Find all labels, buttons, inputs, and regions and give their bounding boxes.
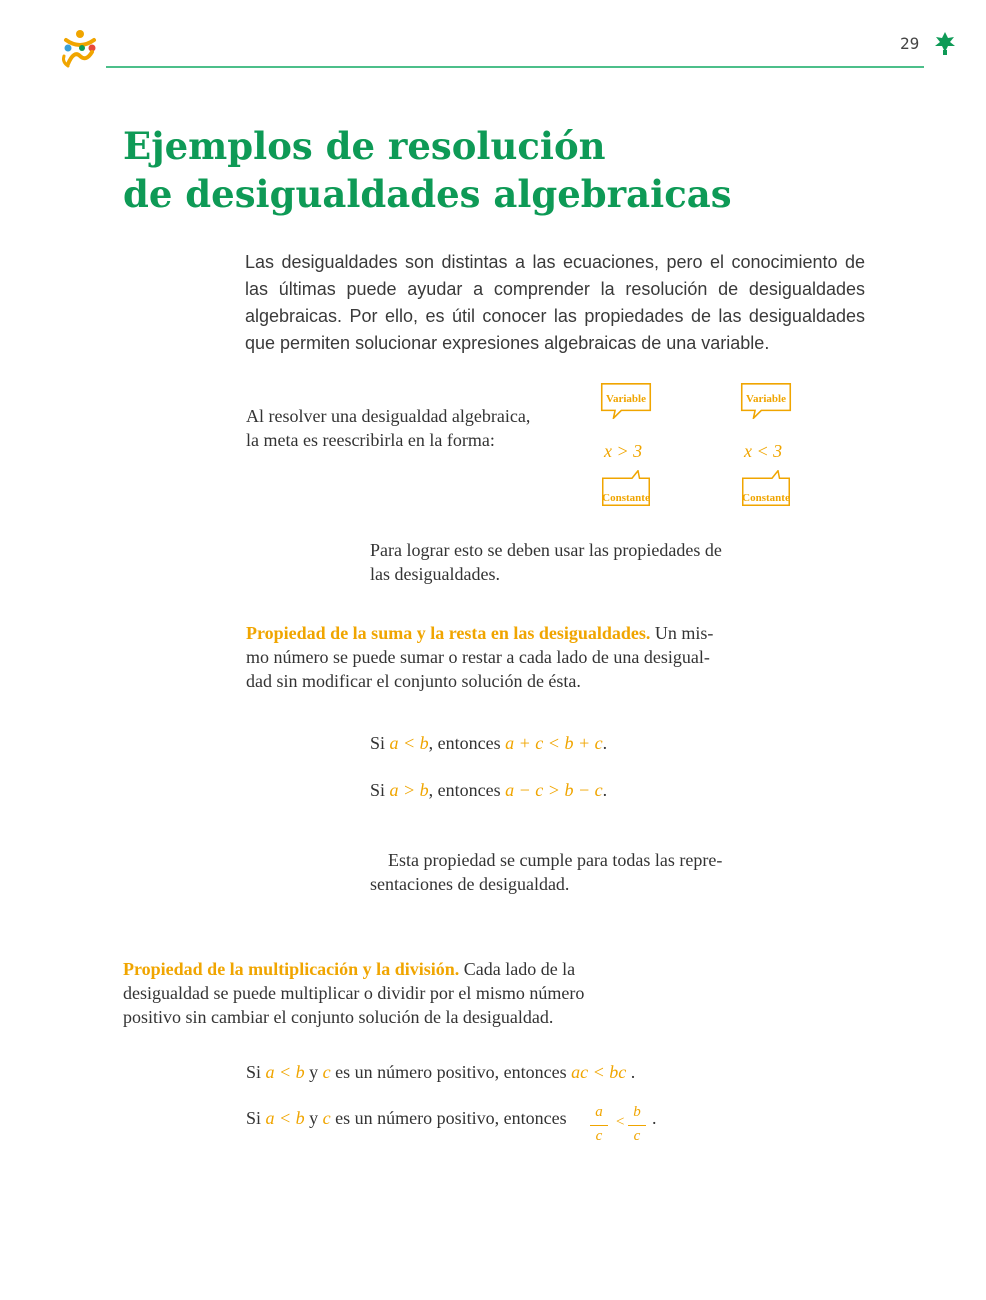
fraction-a-denominator: c [595,1128,603,1144]
mult-property-paragraph [123,957,643,1029]
rule-end: . [652,1108,657,1128]
mult-property-text-3: positivo sin cambiar el conjunto solución de la desigualdad. [123,1007,554,1027]
sum-property-heading: Propiedad de la suma y la resta en las desigualdades. [246,623,651,643]
rule-result: a − c > b − c [505,780,603,800]
title-line-2: de desigualdades algebraicas [123,172,732,216]
sum-property-note [370,848,750,896]
constant-label-2: Constante [742,492,790,504]
rule-condition: a < b [265,1108,305,1128]
title-line-1: Ejemplos de resolución [123,124,606,168]
rule-text: , entonces [428,780,506,800]
intro-paragraph: Las desigualdades son distintas a las ecuaciones, pero el conocimiento de las últimas puede ayudar a comprender la resolución de desigualdades algebraicas. Por ello, es útil conocer las propiedades de las desigualdades que permiten solucionar expresiones algebraicas de una variable. [245,252,865,353]
rule-text: Si [370,780,390,800]
mult-rule-1 [246,1062,635,1083]
fraction-b-numerator: b [633,1104,641,1120]
fraction-b-bar [628,1125,646,1126]
inequality-expression-2: x < 3 [744,441,783,461]
rule-variable-c: c [322,1108,331,1128]
program-logo-icon [58,26,102,70]
sum-property-paragraph [246,621,746,693]
rule-text: es un número positivo, entonces [330,1108,567,1128]
sum-property-text-2: mo número se puede sumar o restar a cada lado de una desigual- [246,647,710,667]
constant-label-1: Constante [602,492,650,504]
fraction-a-numerator: a [595,1104,603,1120]
rule-text: , entonces [428,733,506,753]
fraction-a-bar [590,1125,608,1126]
goal-line-2: la meta es reescribirla en la forma: [246,430,495,450]
goal-line-1: Al resolver una desigualdad algebraica, [246,406,531,426]
goal-paragraph [246,404,556,452]
rule-condition: a < b [265,1062,305,1082]
page-number: 29 [900,34,920,53]
rule-result: ac < bc [571,1062,627,1082]
variable-label-2: Variable [746,393,786,405]
mult-property-text-2: desigualdad se puede multiplicar o dividir por el mismo número [123,983,585,1003]
note1-line-1: Para lograr esto se deben usar las propiedades de [370,540,722,560]
rule-condition: a < b [389,733,429,753]
mult-property-text-1: Cada lado de la [459,959,576,979]
sum-rule-2 [370,780,607,801]
rule-end: . [602,780,608,800]
header-rule [106,66,924,68]
mult-property-heading: Propiedad de la multiplicación y la división. [123,959,460,979]
rule-end: . [602,733,608,753]
rule-condition: a > b [389,780,429,800]
rule-text: y [304,1108,323,1128]
rule-text: Si [246,1062,266,1082]
rule-text: Si [246,1108,266,1128]
mult-rule-2 [246,1108,567,1129]
rule-end: . [626,1062,636,1082]
note2-line-1: Esta propiedad se cumple para todas las repre- [388,850,723,870]
variable-label-1: Variable [606,393,646,405]
properties-note [370,538,750,586]
rule-result: a + c < b + c [505,733,603,753]
leaf-icon [934,30,956,56]
rule-variable-c: c [322,1062,331,1082]
page-title [123,122,732,218]
sum-rule-1 [370,733,607,754]
rule-text: Si [370,733,390,753]
note2-line-2: sentaciones de desigualdad. [370,874,570,894]
note1-line-2: las desigualdades. [370,564,500,584]
sum-property-text-3: dad sin modificar el conjunto solución de ésta. [246,671,581,691]
rule-text: es un número positivo, entonces [330,1062,572,1082]
sum-property-text-1: Un mis- [650,623,714,643]
rule-text: y [304,1062,323,1082]
fraction-b-denominator: c [633,1128,641,1144]
inequality-expression-1: x > 3 [604,441,643,461]
fraction-operator: < [614,1114,626,1130]
